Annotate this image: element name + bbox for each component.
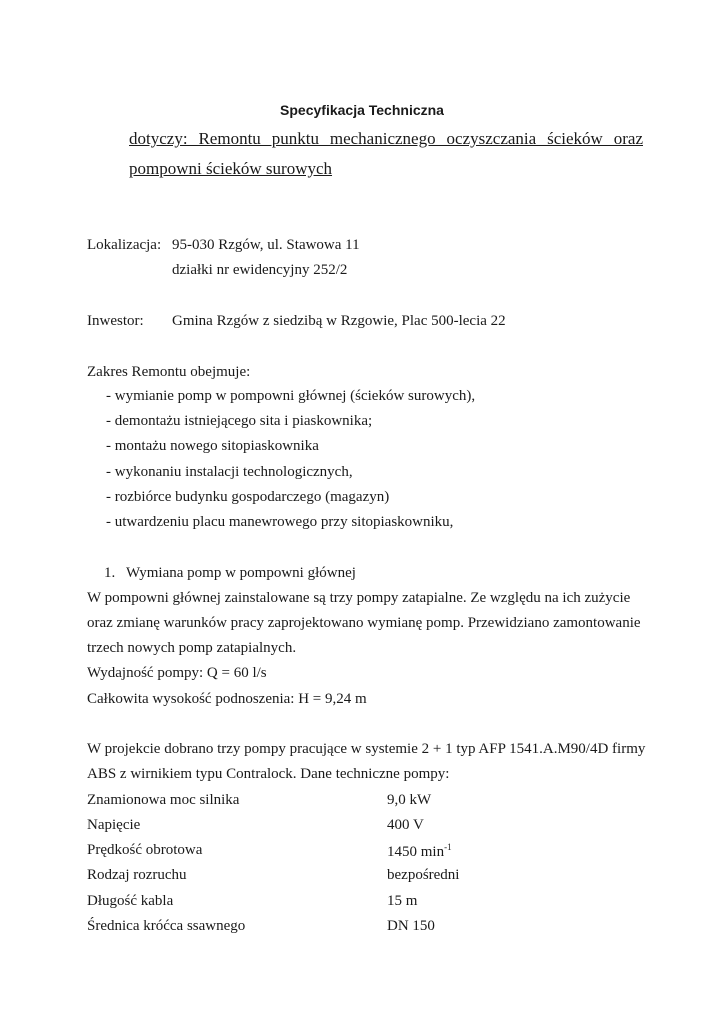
scope-item: - demontażu istniejącego sita i piaskownika; — [106, 413, 373, 429]
spec-value: DN 150 — [387, 918, 435, 934]
section-heading: Wymiana pomp w pompowni głównej — [126, 565, 356, 581]
spec-value: 9,0 kW — [387, 792, 432, 808]
paragraph-line: W pompowni głównej zainstalowane są trzy pompy zatapialne. Ze względu na ich zużycie — [87, 590, 631, 606]
scope-heading: Zakres Remontu obejmuje: — [87, 364, 251, 380]
spec-value: 400 V — [387, 817, 424, 833]
subject-line-2: pompowni ścieków surowych — [129, 159, 333, 178]
location-address: 95-030 Rzgów, ul. Stawowa 11 — [172, 237, 360, 253]
spec-label: Długość kabla — [87, 893, 174, 909]
spec-value-exponent: -1 — [444, 842, 452, 852]
scope-item: - rozbiórce budynku gospodarczego (magazyn) — [106, 489, 390, 505]
spec-value: bezpośredni — [387, 867, 460, 883]
location-label: Lokalizacja: — [87, 237, 162, 253]
spec-label: Średnica króćca ssawnego — [87, 918, 246, 934]
spec-label: Znamionowa moc silnika — [87, 792, 240, 808]
paragraph-line: oraz zmianę warunków pracy zaprojektowano wymianę pomp. Przewidziano zamontowanie — [87, 615, 641, 631]
location-parcel: działki nr ewidencyjny 252/2 — [172, 262, 348, 278]
spec-label: Prędkość obrotowa — [87, 842, 203, 858]
scope-item: - wymianie pomp w pompowni głównej (ścieków surowych), — [106, 388, 476, 404]
section-number: 1. — [104, 565, 116, 581]
spec-value: 1450 min — [387, 844, 445, 860]
pump-head: Całkowita wysokość podnoszenia: H = 9,24 m — [87, 691, 367, 707]
scope-item: - utwardzeniu placu manewrowego przy sitopiaskowniku, — [106, 514, 454, 530]
scope-item: - montażu nowego sitopiaskownika — [106, 438, 319, 454]
investor-label: Inwestor: — [87, 313, 144, 329]
paragraph-line: trzech nowych pomp zatapialnych. — [87, 640, 297, 656]
spec-label: Napięcie — [87, 817, 141, 833]
document-title: Specyfikacja Techniczna — [280, 102, 444, 118]
paragraph-line: W projekcie dobrano trzy pompy pracujące w systemie 2 + 1 typ AFP 1541.A.M90/4D firmy — [87, 741, 646, 757]
investor-value: Gmina Rzgów z siedzibą w Rzgowie, Plac 500-lecia 22 — [172, 313, 506, 329]
scope-item: - wykonaniu instalacji technologicznych, — [106, 464, 353, 480]
spec-value: 15 m — [387, 893, 418, 909]
spec-value-wrap — [387, 842, 452, 861]
spec-label: Rodzaj rozruchu — [87, 867, 187, 883]
subject-line-1: dotyczy: Remontu punktu mechanicznego oczyszczania ścieków oraz — [129, 129, 643, 148]
paragraph-line: ABS z wirnikiem typu Contralock. Dane techniczne pompy: — [87, 766, 450, 782]
pump-capacity: Wydajność pompy: Q = 60 l/s — [87, 665, 267, 681]
